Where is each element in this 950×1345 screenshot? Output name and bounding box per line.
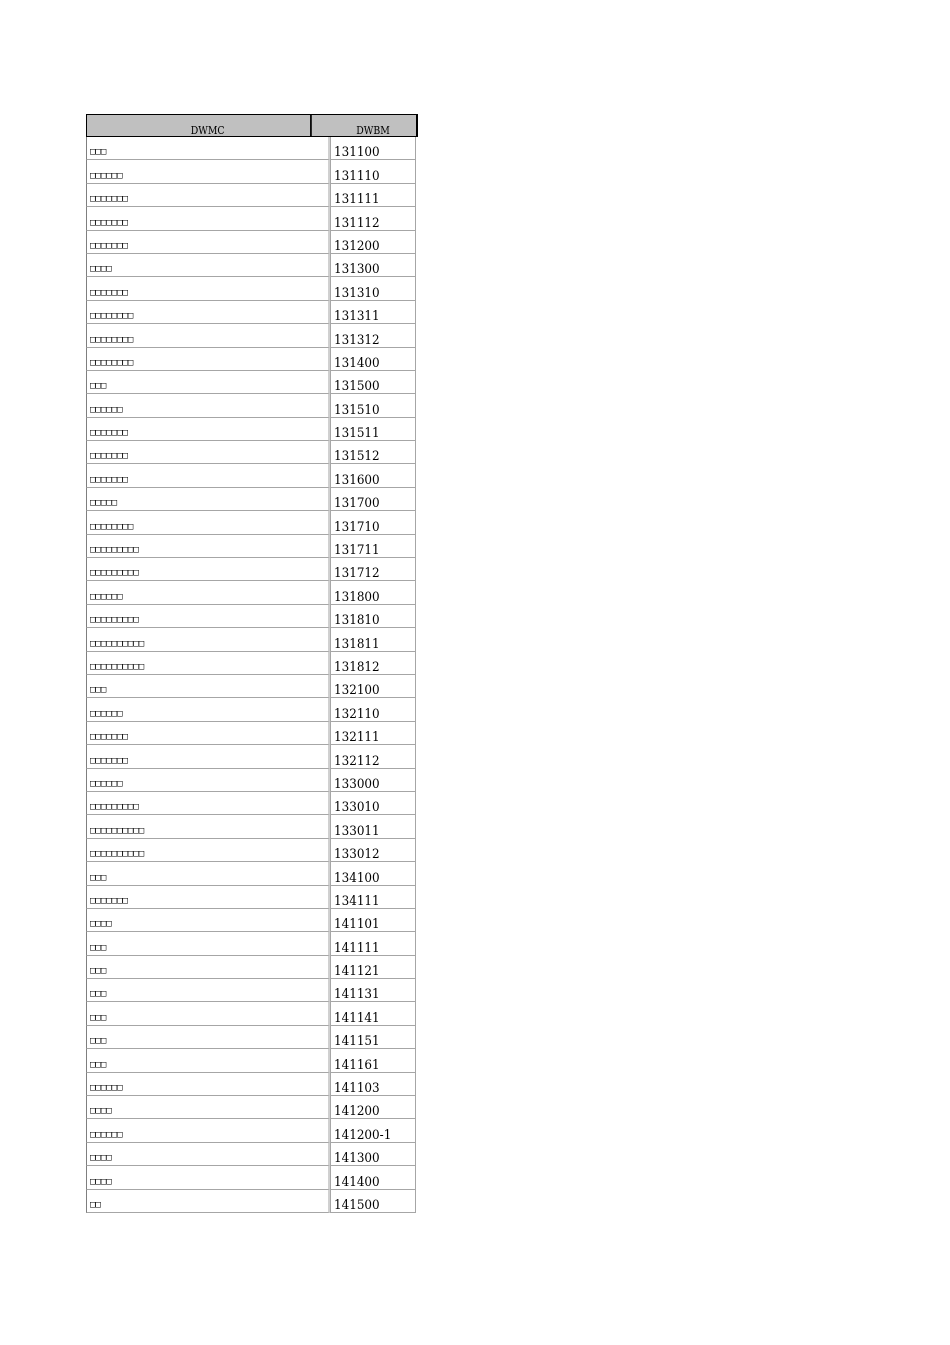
cell-dwbm-text: 131800 <box>334 589 380 605</box>
table-row <box>86 979 418 1002</box>
table-row <box>86 488 418 511</box>
cell-dwmc[interactable]: □□□□□□□ <box>86 441 330 464</box>
cell-dwmc[interactable]: □□□□□□□ <box>86 722 330 745</box>
table-row <box>86 301 418 324</box>
table-row <box>86 839 418 862</box>
cell-dwbm-text: 141151 <box>334 1034 380 1050</box>
cell-dwbm-text: 131512 <box>334 449 380 465</box>
cell-dwmc[interactable]: □□□ <box>86 1002 330 1025</box>
cell-dwbm[interactable] <box>330 348 416 371</box>
table-row <box>86 254 418 277</box>
table-row <box>86 605 418 628</box>
cell-dwmc[interactable]: □□□ <box>86 932 330 955</box>
spreadsheet-table <box>86 114 418 1213</box>
cell-dwmc[interactable]: □□□□□□□□□□ <box>86 652 330 675</box>
cell-dwbm[interactable] <box>330 769 416 792</box>
table-row <box>86 394 418 417</box>
cell-dwbm-text: 132112 <box>334 753 380 769</box>
cell-dwmc[interactable]: □□□ <box>86 979 330 1002</box>
cell-dwbm[interactable] <box>330 441 416 464</box>
cell-dwmc[interactable]: □□□□ <box>86 254 330 277</box>
table-row <box>86 277 418 300</box>
column-header-dwbm[interactable]: DWBM <box>356 124 390 137</box>
cell-dwmc[interactable]: □□□□□□ <box>86 698 330 721</box>
cell-dwbm-text: 141300 <box>334 1151 380 1167</box>
cell-dwbm-text: 134100 <box>334 870 380 886</box>
cell-dwbm[interactable] <box>330 1143 416 1166</box>
cell-dwmc[interactable]: □□□□□□□□ <box>86 348 330 371</box>
cell-dwbm[interactable] <box>330 698 416 721</box>
table-row <box>86 1143 418 1166</box>
cell-dwbm-text: 141200 <box>334 1104 380 1120</box>
cell-dwmc[interactable]: □□□□□□□ <box>86 184 330 207</box>
cell-dwbm[interactable] <box>330 909 416 932</box>
cell-dwbm-text: 131400 <box>334 355 380 371</box>
table-row <box>86 886 418 909</box>
cell-dwbm-text: 141400 <box>334 1174 380 1190</box>
cell-dwbm-text: 131712 <box>334 566 380 582</box>
cell-dwmc[interactable]: □□□ <box>86 371 330 394</box>
table-row <box>86 348 418 371</box>
header-row <box>86 114 418 137</box>
cell-dwmc[interactable]: □□□□ <box>86 1143 330 1166</box>
cell-dwbm[interactable] <box>330 979 416 1002</box>
cell-dwmc[interactable]: □□□□□□ <box>86 1073 330 1096</box>
cell-dwbm-text: 131810 <box>334 613 380 629</box>
table-row <box>86 1049 418 1072</box>
cell-dwbm[interactable] <box>330 1166 416 1189</box>
cell-dwbm[interactable] <box>330 745 416 768</box>
cell-dwbm[interactable] <box>330 535 416 558</box>
cell-dwbm[interactable] <box>330 301 416 324</box>
cell-dwbm[interactable] <box>330 956 416 979</box>
table-row <box>86 862 418 885</box>
table-row <box>86 418 418 441</box>
cell-dwbm[interactable] <box>330 1073 416 1096</box>
cell-dwbm[interactable] <box>330 1049 416 1072</box>
cell-dwbm[interactable] <box>330 160 416 183</box>
cell-dwmc[interactable]: □□□□□□□ <box>86 745 330 768</box>
cell-dwmc[interactable]: □□□□□□ <box>86 1119 330 1142</box>
cell-dwmc[interactable]: □□□□□□□ <box>86 207 330 230</box>
cell-dwmc[interactable]: □□□□□□□ <box>86 464 330 487</box>
cell-dwbm[interactable] <box>330 1002 416 1025</box>
cell-dwmc[interactable]: □□□□ <box>86 1096 330 1119</box>
cell-dwbm-text: 131311 <box>334 309 380 325</box>
table-row <box>86 628 418 651</box>
cell-dwbm-text: 131110 <box>334 168 380 184</box>
cell-dwbm-text: 134111 <box>334 893 380 909</box>
cell-dwmc[interactable]: □□□□□□□□□□ <box>86 628 330 651</box>
cell-dwmc[interactable]: □□□□□□□ <box>86 886 330 909</box>
cell-dwmc[interactable]: □□□□□□□□ <box>86 324 330 347</box>
table-row <box>86 1073 418 1096</box>
cell-dwmc[interactable]: □□□□□□ <box>86 581 330 604</box>
cell-dwbm[interactable] <box>330 862 416 885</box>
table-row <box>86 932 418 955</box>
cell-dwbm[interactable] <box>330 815 416 838</box>
cell-dwmc[interactable]: □□□□□□□ <box>86 418 330 441</box>
table-row <box>86 441 418 464</box>
table-row <box>86 1119 418 1142</box>
cell-dwmc[interactable]: □□□□□□□□□ <box>86 558 330 581</box>
table-row <box>86 675 418 698</box>
cell-dwmc[interactable]: □□□□ <box>86 1166 330 1189</box>
cell-dwbm-text: 131812 <box>334 659 380 675</box>
cell-dwmc[interactable]: □□□□□ <box>86 488 330 511</box>
cell-dwbm[interactable] <box>330 675 416 698</box>
table-row <box>86 769 418 792</box>
table-row <box>86 956 418 979</box>
table-row <box>86 464 418 487</box>
cell-dwmc[interactable]: □□□□□□□□□□ <box>86 815 330 838</box>
table-row <box>86 815 418 838</box>
column-header-dwmc[interactable]: DWMC <box>105 115 312 136</box>
cell-dwbm-text: 141131 <box>334 987 380 1003</box>
cell-dwbm-text: 131312 <box>334 332 380 348</box>
table-row <box>86 698 418 721</box>
table-row <box>86 324 418 347</box>
cell-dwmc[interactable]: □□□□ <box>86 909 330 932</box>
cell-dwbm[interactable] <box>330 932 416 955</box>
cell-dwbm[interactable] <box>330 792 416 815</box>
cell-dwbm-text: 141500 <box>334 1197 380 1213</box>
cell-dwbm[interactable] <box>330 488 416 511</box>
table-row <box>86 207 418 230</box>
cell-dwbm[interactable] <box>330 722 416 745</box>
table-row <box>86 581 418 604</box>
cell-dwmc[interactable]: □□□ <box>86 956 330 979</box>
table-row <box>86 511 418 534</box>
table-row <box>86 137 418 160</box>
cell-dwmc[interactable]: □□□□□□□□□ <box>86 535 330 558</box>
cell-dwmc[interactable]: □□□□□□□□ <box>86 511 330 534</box>
cell-dwbm-text: 131811 <box>334 636 380 652</box>
cell-dwbm-text: 131200 <box>334 238 380 254</box>
cell-dwmc[interactable]: □□□ <box>86 1049 330 1072</box>
cell-dwmc[interactable]: □□□□□□□□□□ <box>86 839 330 862</box>
cell-dwbm[interactable] <box>330 464 416 487</box>
cell-dwbm[interactable] <box>330 886 416 909</box>
cell-dwbm[interactable] <box>330 558 416 581</box>
cell-dwbm-text: 133000 <box>334 776 380 792</box>
cell-dwbm-text: 141161 <box>334 1057 380 1073</box>
cell-dwbm-text: 131511 <box>334 426 380 442</box>
cell-dwbm-text: 141200-1 <box>334 1127 392 1143</box>
cell-dwmc[interactable]: □□□□□□ <box>86 394 330 417</box>
cell-dwbm-text: 132111 <box>334 730 380 746</box>
cell-dwbm-text: 133012 <box>334 847 380 863</box>
cell-dwbm-text: 141111 <box>334 940 380 956</box>
table-row <box>86 722 418 745</box>
table-row <box>86 1166 418 1189</box>
cell-dwmc[interactable]: □□□□□□□ <box>86 231 330 254</box>
cell-dwbm[interactable] <box>330 652 416 675</box>
cell-dwmc[interactable]: □□□□□□□□□ <box>86 792 330 815</box>
cell-dwbm[interactable] <box>330 324 416 347</box>
cell-dwmc[interactable]: □□□□□□ <box>86 769 330 792</box>
table-body <box>86 137 418 1213</box>
cell-dwbm-text: 131710 <box>334 519 380 535</box>
cell-dwbm-text: 131500 <box>334 379 380 395</box>
cell-dwmc[interactable]: □□□ <box>86 1026 330 1049</box>
cell-dwbm[interactable] <box>330 1026 416 1049</box>
table-row <box>86 231 418 254</box>
table-row <box>86 1190 418 1213</box>
cell-dwbm-text: 133010 <box>334 800 380 816</box>
cell-dwbm-text: 131700 <box>334 496 380 512</box>
cell-dwmc[interactable]: □□□ <box>86 862 330 885</box>
cell-dwbm-text: 132110 <box>334 706 380 722</box>
cell-dwbm[interactable] <box>330 231 416 254</box>
cell-dwbm-text: 132100 <box>334 683 380 699</box>
cell-dwmc[interactable]: □□□□□□□□ <box>86 301 330 324</box>
cell-dwbm[interactable] <box>330 1096 416 1119</box>
table-row <box>86 558 418 581</box>
table-row <box>86 1096 418 1119</box>
cell-dwbm[interactable] <box>330 605 416 628</box>
cell-dwbm[interactable] <box>330 1119 416 1142</box>
cell-dwmc[interactable]: □□□ <box>86 675 330 698</box>
table-row <box>86 909 418 932</box>
cell-dwmc[interactable]: □□ <box>86 1190 330 1213</box>
table-row <box>86 184 418 207</box>
cell-dwbm-text: 131100 <box>334 145 380 161</box>
cell-dwbm[interactable] <box>330 184 416 207</box>
cell-dwmc[interactable]: □□□□□□□ <box>86 277 330 300</box>
cell-dwbm[interactable] <box>330 839 416 862</box>
cell-dwbm-text: 131600 <box>334 472 380 488</box>
table-row <box>86 1026 418 1049</box>
table-row <box>86 160 418 183</box>
cell-dwbm-text: 141141 <box>334 1010 380 1026</box>
cell-dwbm[interactable] <box>330 371 416 394</box>
table-row <box>86 792 418 815</box>
cell-dwbm[interactable] <box>330 511 416 534</box>
cell-dwbm[interactable] <box>330 277 416 300</box>
cell-dwbm-text: 141121 <box>334 964 380 980</box>
cell-dwbm-text: 131510 <box>334 402 380 418</box>
cell-dwbm[interactable] <box>330 254 416 277</box>
cell-dwbm-text: 131111 <box>334 192 380 208</box>
cell-dwbm[interactable] <box>330 628 416 651</box>
cell-dwbm-text: 131711 <box>334 543 380 559</box>
cell-dwbm[interactable] <box>330 137 416 160</box>
cell-dwbm-text: 131112 <box>334 215 380 231</box>
cell-dwbm-text: 141103 <box>334 1081 380 1097</box>
cell-dwbm[interactable] <box>330 581 416 604</box>
cell-dwmc[interactable]: □□□□□□ <box>86 160 330 183</box>
table-row <box>86 1002 418 1025</box>
table-row <box>86 652 418 675</box>
cell-dwbm[interactable] <box>330 207 416 230</box>
cell-dwbm[interactable] <box>330 418 416 441</box>
cell-dwmc[interactable]: □□□□□□□□□ <box>86 605 330 628</box>
cell-dwbm[interactable] <box>330 394 416 417</box>
cell-dwbm-text: 133011 <box>334 823 380 839</box>
cell-dwbm-text: 131300 <box>334 262 380 278</box>
cell-dwbm-text: 141101 <box>334 917 380 933</box>
cell-dwmc[interactable]: □□□ <box>86 137 330 160</box>
cell-dwbm[interactable] <box>330 1190 416 1213</box>
table-row <box>86 745 418 768</box>
table-row <box>86 371 418 394</box>
table-row <box>86 535 418 558</box>
cell-dwbm-text: 131310 <box>334 285 380 301</box>
